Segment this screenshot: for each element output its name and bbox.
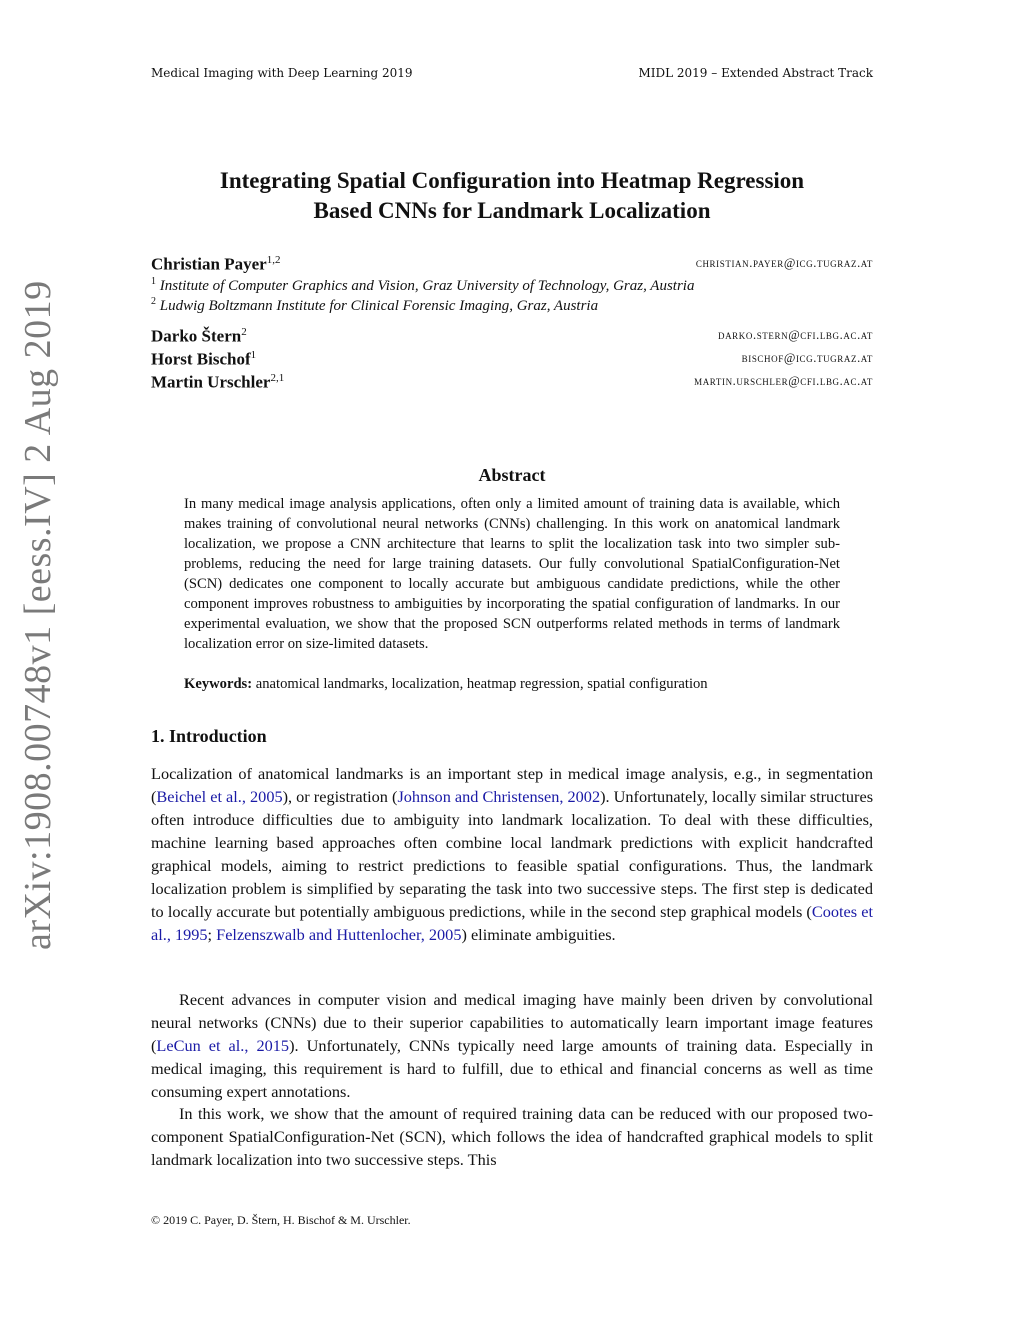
author-row <box>151 349 873 371</box>
arxiv-identifier-stamp: arXiv:1908.00748v1 [eess.IV] 2 Aug 2019 <box>17 280 59 950</box>
affiliation: $^1$ Institute of Computer Graphics and Vision, Graz University of Technology, Graz, Austria <box>151 276 695 294</box>
section-heading: 1. Introduction <box>151 726 267 746</box>
author-row <box>151 254 873 276</box>
citation-link[interactable]: Cootes et al., 1995 <box>151 902 873 944</box>
paragraph: Localization of anatomical landmarks is an important step in medical image analysis, e.g., in segmentation (Beichel et al., 2005), or registration (Johnson and Christensen, 2002). Unfortunately, locally similar structures often introduce difficulties due to ambiguity into landmark localization. To deal with these difficulties, machine learning based approaches often combine local landmark predictions with explicit handcrafted graphical models, aiming to restrict predictions to feasible spatial configurations. Thus, the landmark localization problem is simplified by separating the task into two successive steps. The first step is dedicated to locally accurate but potentially ambiguous predictions, while in the second step graphical models (Cootes et al., 1995; Felzenszwalb and Huttenlocher, 2005) eliminate ambiguities. <box>151 764 874 944</box>
title-line-2: Based CNNs for Landmark Localization <box>313 198 711 223</box>
paragraph: Recent advances in computer vision and medical imaging have mainly been driven by convolutional neural networks (CNNs) due to their superior capabilities to automatically learn important image features (LeCun et al., 2015). Unfortunately, CNNs typically need large amounts of training data. Especially in medical imaging, this requirement is hard to fulfill, due to ethical and financial concerns as well as time consuming expert annotations. <box>151 990 873 1101</box>
citation-link[interactable]: Beichel et al., 2005 <box>156 787 283 806</box>
citation-link[interactable]: Felzenszwalb and Huttenlocher, 2005 <box>216 925 462 944</box>
author-name: Horst Bischof$^1$ <box>151 349 257 369</box>
author-email[interactable]: darko.stern@cfi.lbg.ac.at <box>717 328 873 342</box>
abstract-text: In many medical image analysis applications, often only a limited amount of training data is available, which makes training of convolutional neural networks (CNNs) challenging. In this work on anatomical landmark localization, we propose a CNN architecture that learns to split the localization task into two simpler sub-problems, reducing the need for large training datasets. Our fully convolutional SpatialConfiguration-Net (SCN) dedicates one component to locally accurate but ambiguous candidate predictions, while the other component improves robustness to ambiguities by incorporating the spatial configuration of landmarks. In our experimental evaluation, we show that the proposed SCN outperforms related methods in terms of landmark localization error on size-limited datasets. <box>184 496 840 652</box>
author-name: Martin Urschler$^{2,1}$ <box>151 372 285 392</box>
author-row <box>151 372 873 394</box>
title-line-1: Integrating Spatial Configuration into Heatmap Regression <box>219 168 805 193</box>
header-track: MIDL 2019 – Extended Abstract Track <box>638 66 873 80</box>
keywords-list: anatomical landmarks, localization, heatmap regression, spatial configuration <box>255 676 708 692</box>
author-email[interactable]: christian.payer@icg.tugraz.at <box>695 256 873 270</box>
citation-link[interactable]: LeCun et al., 2015 <box>156 1036 290 1055</box>
copyright-footer: © 2019 C. Payer, D. Štern, H. Bischof & M. Urschler. <box>151 1213 411 1227</box>
author-email[interactable]: bischof@icg.tugraz.at <box>741 351 873 365</box>
author-name: Darko Štern$^2$ <box>151 326 247 346</box>
author-email[interactable]: martin.urschler@cfi.lbg.ac.at <box>694 374 873 388</box>
author-name: Christian Payer$^{1,2}$ <box>151 254 281 274</box>
abstract-heading: Abstract <box>478 465 546 485</box>
paragraph: In this work, we show that the amount of required training data can be reduced with our proposed two-component SpatialConfiguration-Net (SCN), which follows the idea of handcrafted graphical models to split landmark localization into two successive steps. This <box>151 1104 873 1169</box>
keywords <box>184 676 840 693</box>
keywords-label: Keywords: <box>184 676 253 692</box>
citation-link[interactable]: Johnson and Christensen, 2002 <box>397 787 601 806</box>
paper-title <box>120 166 904 226</box>
header-venue: Medical Imaging with Deep Learning 2019 <box>151 66 413 80</box>
author-row <box>151 326 873 348</box>
affiliation: $^2$ Ludwig Boltzmann Institute for Clinical Forensic Imaging, Graz, Austria <box>151 296 599 314</box>
